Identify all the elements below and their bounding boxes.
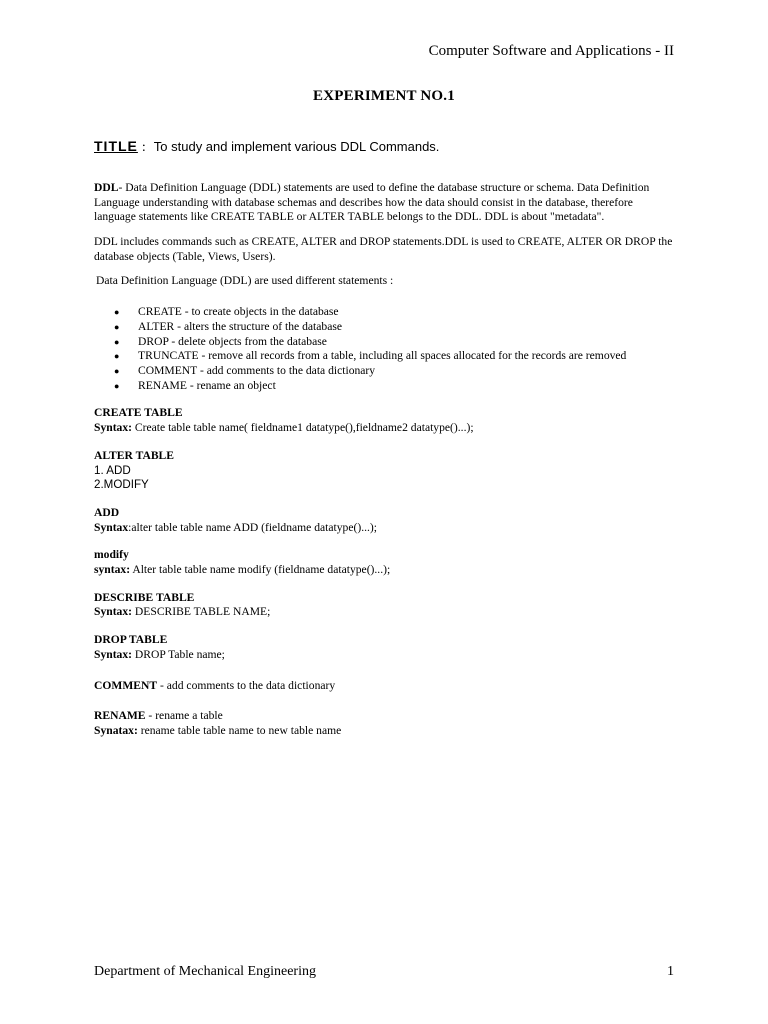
- bullet-icon: ●: [114, 351, 120, 362]
- bullet-icon: ●: [114, 336, 120, 347]
- syntax-text: rename table table name to new table name: [137, 723, 342, 737]
- page-number: 1: [667, 964, 674, 979]
- add-section: [94, 506, 674, 535]
- section-heading: ADD: [94, 505, 120, 519]
- ddl-text: - Data Definition Language (DDL) statements are used to define the database structure or schema. Data Definition Language understanding with database schemas and describes how the data should consist in the database, therefore language statements like CREATE TABLE or ALTER TABLE belongs to the DDL. DDL is about "metadata".: [94, 181, 650, 224]
- comment-section: [94, 679, 674, 694]
- section-heading: COMMENT: [94, 678, 158, 692]
- section-heading: ALTER TABLE: [94, 448, 175, 462]
- syntax-line: [94, 521, 674, 536]
- section-heading: RENAME: [94, 709, 146, 723]
- syntax-label: Syntax:: [94, 647, 133, 661]
- comment-line: [94, 679, 674, 694]
- section-heading: DROP TABLE: [94, 633, 168, 647]
- ddl-paragraph: [94, 181, 674, 225]
- list-item: [94, 305, 674, 320]
- comment-text: - add comments to the data dictionary: [157, 678, 336, 692]
- syntax-line: [94, 648, 674, 663]
- create-table-section: [94, 406, 674, 435]
- section-heading: DESCRIBE TABLE: [94, 590, 195, 604]
- syntax-line: [94, 563, 674, 578]
- footer-department: Department of Mechanical Engineering: [94, 964, 316, 979]
- syntax-line: [94, 605, 674, 620]
- bullet-icon: ●: [114, 321, 120, 332]
- command-text: TRUNCATE - remove all records from a table, including all spaces allocated for the records are removed: [138, 349, 627, 363]
- command-text: CREATE - to create objects in the database: [138, 305, 339, 319]
- rename-text: - rename a table: [145, 709, 223, 723]
- bullet-icon: ●: [114, 380, 120, 391]
- document-body: [94, 181, 674, 739]
- modify-section: [94, 548, 674, 577]
- alter-item-add: 1. ADD: [94, 463, 131, 477]
- rename-line: [94, 709, 674, 724]
- syntax-text: :alter table table name ADD (fieldname datatype()...);: [128, 520, 377, 534]
- list-item: [94, 335, 674, 350]
- command-text: ALTER - alters the structure of the database: [138, 319, 342, 333]
- command-text: RENAME - rename an object: [138, 378, 276, 392]
- syntax-label: Syntax:: [94, 421, 133, 435]
- section-heading: modify: [94, 548, 129, 562]
- syntax-text: DROP Table name;: [132, 647, 225, 661]
- syntax-line: [94, 724, 674, 739]
- list-item: [94, 320, 674, 335]
- syntax-label: Syntax: [94, 520, 129, 534]
- title-colon: :: [141, 140, 146, 155]
- list-item: [94, 349, 674, 364]
- title-label: TITLE: [94, 138, 138, 154]
- syntax-line: [94, 421, 674, 436]
- syntax-label: Synatax:: [94, 723, 138, 737]
- syntax-text: Alter table table name modify (fieldname datatype()...);: [130, 563, 391, 577]
- title-text: To study and implement various DDL Commands.: [153, 139, 440, 154]
- bullet-icon: ●: [114, 307, 120, 318]
- rename-section: [94, 709, 674, 738]
- command-text: COMMENT - add comments to the data dictionary: [138, 364, 376, 378]
- alter-item-modify: 2.MODIFY: [94, 478, 149, 492]
- syntax-label: syntax:: [94, 563, 131, 577]
- bullet-icon: ●: [114, 366, 120, 377]
- command-list: [94, 305, 674, 393]
- drop-table-section: [94, 633, 674, 662]
- running-header: Computer Software and Applications - II: [428, 43, 674, 59]
- title-line: [94, 138, 439, 156]
- alter-table-section: [94, 449, 674, 493]
- syntax-text: Create table table name( fieldname1 datatype(),fieldname2 datatype()...);: [132, 421, 474, 435]
- list-item: [94, 364, 674, 379]
- section-heading: CREATE TABLE: [94, 406, 183, 420]
- describe-table-section: [94, 591, 674, 620]
- syntax-text: DESCRIBE TABLE NAME;: [132, 605, 271, 619]
- statements-paragraph: Data Definition Language (DDL) are used different statements :: [96, 273, 394, 287]
- syntax-label: Syntax:: [94, 605, 133, 619]
- includes-paragraph: DDL includes commands such as CREATE, ALTER and DROP statements.DDL is used to CREATE, ALTER OR DROP the database objects (Table, Views, Users).: [94, 235, 673, 263]
- list-item: [94, 379, 674, 394]
- ddl-label: DDL: [94, 181, 119, 194]
- experiment-title: EXPERIMENT NO.1: [313, 88, 455, 104]
- command-text: DROP - delete objects from the database: [138, 334, 327, 348]
